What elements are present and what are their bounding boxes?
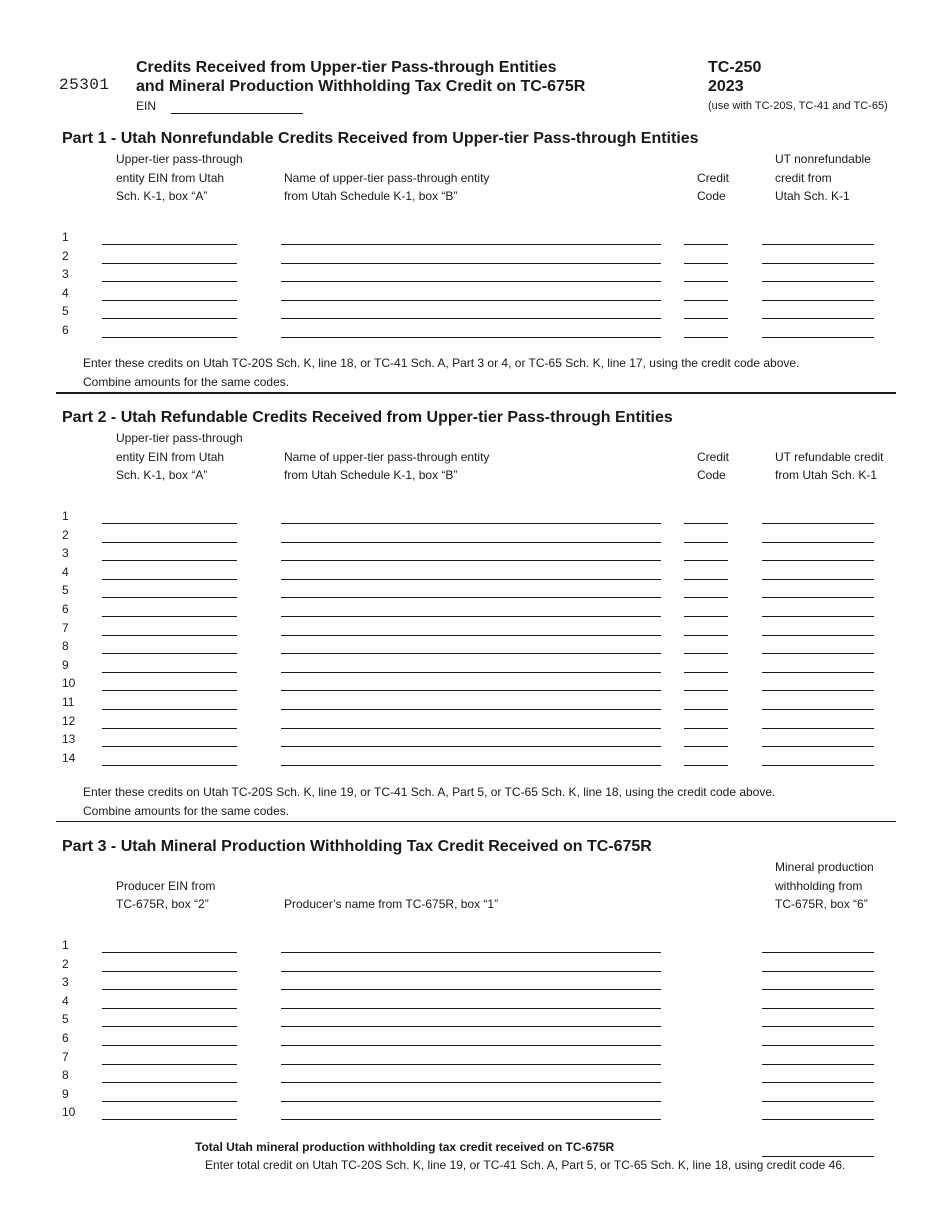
part1-amount-field[interactable] [762,244,874,245]
part2-amount-field[interactable] [762,765,874,766]
part1-credit-code-field[interactable] [684,281,728,282]
part2-entity-name-field[interactable] [281,746,661,747]
part2-credit-code-field[interactable] [684,616,728,617]
part3-row-number: 1 [62,938,69,952]
total-note: Enter total credit on Utah TC-20S Sch. K, line 19, or TC-41 Sch. A, Part 5, or TC-65 Sch. K, line 18, using credit code 46. [205,1158,846,1172]
part2-row-number: 4 [62,564,69,579]
form-title-line1: Credits Received from Upper-tier Pass-through Entities [136,59,557,76]
part2-row-number: 14 [62,750,76,765]
part3-ein-field[interactable] [102,952,237,953]
part2-row-number: 1 [62,509,69,523]
part3-producer-name-field[interactable] [281,1082,661,1083]
part3-producer-name-field[interactable] [281,1026,661,1027]
part2-credit-code-field[interactable] [684,746,728,747]
part2-amount-field[interactable] [762,690,874,691]
part3-ein-field[interactable] [102,1008,237,1009]
part3-producer-name-field[interactable] [281,1119,661,1120]
part2-row-number: 2 [62,527,69,542]
part1-ein-field[interactable] [102,318,237,319]
part2-divider [56,821,896,822]
part2-amount-field[interactable] [762,579,874,580]
part1-amount-field[interactable] [762,300,874,301]
form-id: TC-250 [708,59,762,76]
part2-credit-code-field[interactable] [684,597,728,598]
part2-amount-field[interactable] [762,746,874,747]
part3-ein-field[interactable] [102,1082,237,1083]
part3-ein-field[interactable] [102,1026,237,1027]
part2-credit-code-field[interactable] [684,728,728,729]
part2-amount-field[interactable] [762,672,874,673]
part1-credit-code-field[interactable] [684,263,728,264]
use-with-note: (use with TC-20S, TC-41 and TC-65) [708,100,888,112]
part1-entity-name-field[interactable] [281,300,661,301]
part3-amount-field[interactable] [762,1008,874,1009]
part1-credit-code-field[interactable] [684,337,728,338]
part2-entity-name-field[interactable] [281,597,661,598]
part1-note: Enter these credits on Utah TC-20S Sch. K, line 18, or TC-41 Sch. A, Part 3 or 4, or TC-65 Sch. K, line 17, using the credit code above. Combine amounts for the same codes. [83,356,800,389]
part1-ein-field[interactable] [102,281,237,282]
part3-amount-field[interactable] [762,1064,874,1065]
part2-amount-field[interactable] [762,542,874,543]
part2-col-name-header: Name of upper-tier pass-through entity from Utah Schedule K-1, box “B” [284,449,490,482]
part1-row-number: 2 [62,248,69,263]
part1-row-number: 5 [62,304,69,319]
part1-ein-field[interactable] [102,244,237,245]
part2-entity-name-field[interactable] [281,653,661,654]
part2-credit-code-field[interactable] [684,542,728,543]
part2-row-number: 6 [62,602,69,616]
part2-amount-field[interactable] [762,709,874,710]
part3-amount-field[interactable] [762,971,874,972]
part1-col-ein-header: Upper-tier pass-through entity EIN from Utah Sch. K-1, box “A” [116,152,243,203]
part3-row-number: 9 [62,1086,69,1101]
part2-entity-name-field[interactable] [281,728,661,729]
part3-producer-name-field[interactable] [281,1064,661,1065]
part3-ein-field[interactable] [102,1101,237,1102]
part2-ein-field[interactable] [102,746,237,747]
ein-label: EIN [136,99,157,113]
part1-col-name-header: Name of upper-tier pass-through entity from Utah Schedule K-1, box “B” [284,170,490,203]
part3-col-amount-header: Mineral production withholding from TC-675R, box “6” [775,860,874,911]
part2-amount-field[interactable] [762,597,874,598]
part1-row-number: 3 [62,267,69,282]
part2-ein-field[interactable] [102,542,237,543]
part2-ein-field[interactable] [102,653,237,654]
part3-producer-name-field[interactable] [281,1008,661,1009]
part2-amount-field[interactable] [762,635,874,636]
part2-entity-name-field[interactable] [281,616,661,617]
part2-ein-field[interactable] [102,523,237,524]
part3-amount-field[interactable] [762,1045,874,1046]
part3-producer-name-field[interactable] [281,971,661,972]
part2-row-number: 13 [62,732,76,747]
part2-credit-code-field[interactable] [684,579,728,580]
part1-credit-code-field[interactable] [684,300,728,301]
part2-entity-name-field[interactable] [281,709,661,710]
part3-producer-name-field[interactable] [281,1045,661,1046]
part3-ein-field[interactable] [102,1045,237,1046]
part1-amount-field[interactable] [762,318,874,319]
part1-divider [56,392,896,394]
part2-amount-field[interactable] [762,616,874,617]
part2-entity-name-field[interactable] [281,635,661,636]
part2-ein-field[interactable] [102,690,237,691]
part1-amount-field[interactable] [762,337,874,338]
part3-ein-field[interactable] [102,971,237,972]
part2-col-code-header: Credit Code [697,449,730,482]
part1-amount-field[interactable] [762,263,874,264]
part2-credit-code-field[interactable] [684,690,728,691]
part3-title: Part 3 - Utah Mineral Production Withholding Tax Credit Received on TC-675R [62,838,652,855]
part1-entity-name-field[interactable] [281,281,661,282]
part3-row-number: 7 [62,1049,69,1064]
part1-entity-name-field[interactable] [281,337,661,338]
part3-row-number: 4 [62,993,69,1008]
part1-col-code-header: Credit Code [697,170,730,203]
part1-row-number: 4 [62,285,69,300]
part2-credit-code-field[interactable] [684,653,728,654]
part3-col-name-header: Producer’s name from TC-675R, box “1” [284,897,499,911]
part1-ein-field[interactable] [102,300,237,301]
total-amount-field[interactable] [762,1156,874,1157]
part3-producer-name-field[interactable] [281,989,661,990]
part2-ein-field[interactable] [102,635,237,636]
part2-amount-field[interactable] [762,523,874,524]
form-title-line2: and Mineral Production Withholding Tax Credit on TC-675R [136,78,586,95]
part3-producer-name-field[interactable] [281,952,661,953]
part2-col-amount-header: UT refundable credit from Utah Sch. K-1 [775,449,884,482]
part3-row-number: 5 [62,1012,69,1027]
part1-entity-name-field[interactable] [281,263,661,264]
part3-row-number: 6 [62,1031,69,1045]
part2-entity-name-field[interactable] [281,560,661,561]
part2-ein-field[interactable] [102,616,237,617]
part1-title: Part 1 - Utah Nonrefundable Credits Received from Upper-tier Pass-through Entities [62,130,699,147]
part1-ein-field[interactable] [102,337,237,338]
form-number: 25301 [59,76,110,94]
part2-amount-field[interactable] [762,653,874,654]
part3-row-number: 2 [62,956,69,971]
part3-amount-field[interactable] [762,1101,874,1102]
part1-entity-name-field[interactable] [281,244,661,245]
part1-credit-code-field[interactable] [684,244,728,245]
part3-amount-field[interactable] [762,989,874,990]
part1-col-amount-header: UT nonrefundable credit from Utah Sch. K-1 [775,152,871,203]
total-label: Total Utah mineral production withholding tax credit received on TC-675R [195,1140,615,1154]
part3-row-number: 10 [62,1105,76,1120]
part2-ein-field[interactable] [102,597,237,598]
part2-entity-name-field[interactable] [281,579,661,580]
part3-amount-field[interactable] [762,1119,874,1120]
part3-ein-field[interactable] [102,1119,237,1120]
part2-note: Enter these credits on Utah TC-20S Sch. K, line 19, or TC-41 Sch. A, Part 5, or TC-65 Sch. K, line 18, using the credit code above. Combine amounts for the same codes. [83,785,776,818]
part2-title: Part 2 - Utah Refundable Credits Received from Upper-tier Pass-through Entities [62,409,673,426]
part3-amount-field[interactable] [762,1082,874,1083]
part3-amount-field[interactable] [762,952,874,953]
ein-field[interactable] [171,113,303,114]
form-year: 2023 [708,78,744,95]
part3-ein-field[interactable] [102,989,237,990]
part1-row-number: 1 [62,230,69,244]
part2-row-number: 7 [62,620,69,635]
part2-credit-code-field[interactable] [684,709,728,710]
part2-row-number: 3 [62,546,69,561]
part2-row-number: 8 [62,639,69,654]
part3-ein-field[interactable] [102,1064,237,1065]
part2-row-number: 10 [62,676,76,691]
part2-row-number: 12 [62,713,76,728]
part3-row-number: 3 [62,975,69,990]
part1-credit-code-field[interactable] [684,318,728,319]
part2-entity-name-field[interactable] [281,523,661,524]
part2-credit-code-field[interactable] [684,560,728,561]
part2-credit-code-field[interactable] [684,672,728,673]
part2-amount-field[interactable] [762,560,874,561]
part2-ein-field[interactable] [102,672,237,673]
part2-entity-name-field[interactable] [281,672,661,673]
part2-ein-field[interactable] [102,579,237,580]
part2-credit-code-field[interactable] [684,635,728,636]
part2-amount-field[interactable] [762,728,874,729]
part2-entity-name-field[interactable] [281,765,661,766]
part2-ein-field[interactable] [102,709,237,710]
part2-credit-code-field[interactable] [684,765,728,766]
part2-ein-field[interactable] [102,728,237,729]
part2-col-ein-header: Upper-tier pass-through entity EIN from Utah Sch. K-1, box “A” [116,431,243,482]
part3-amount-field[interactable] [762,1026,874,1027]
part2-row-number: 11 [62,695,75,709]
part2-row-number: 5 [62,583,69,598]
part1-entity-name-field[interactable] [281,318,661,319]
part2-row-number: 9 [62,657,69,672]
part2-entity-name-field[interactable] [281,542,661,543]
part1-amount-field[interactable] [762,281,874,282]
part3-producer-name-field[interactable] [281,1101,661,1102]
part3-col-ein-header: Producer EIN from TC-675R, box “2” [116,878,216,911]
part3-row-number: 8 [62,1068,69,1083]
part2-credit-code-field[interactable] [684,523,728,524]
part2-entity-name-field[interactable] [281,690,661,691]
part2-ein-field[interactable] [102,560,237,561]
part1-row-number: 6 [62,323,69,337]
part1-ein-field[interactable] [102,263,237,264]
part2-ein-field[interactable] [102,765,237,766]
